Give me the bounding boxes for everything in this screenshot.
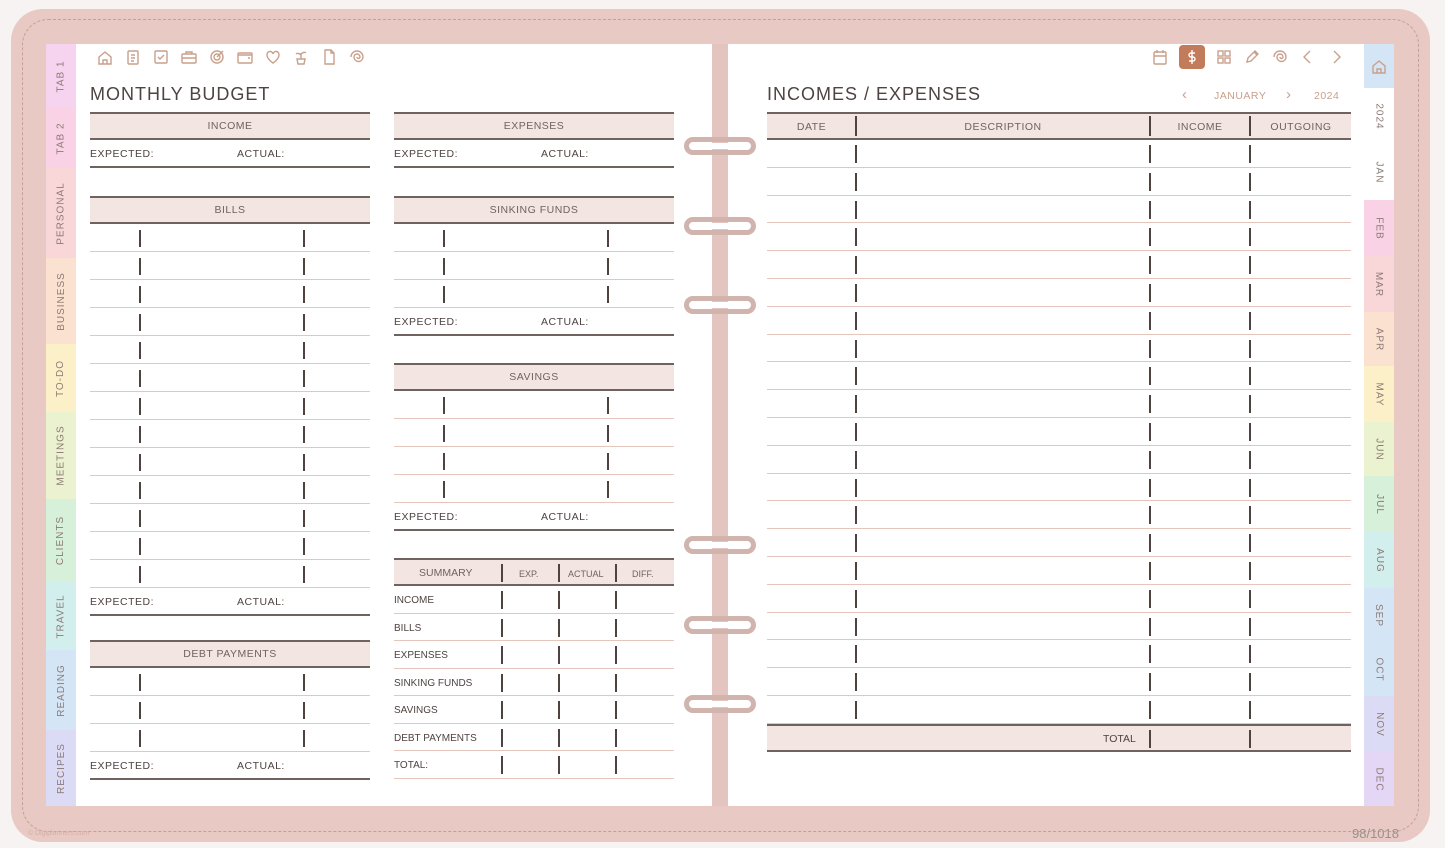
sinking-totals	[394, 308, 674, 336]
table-row[interactable]	[767, 640, 1351, 668]
bills-section	[90, 196, 370, 616]
table-row[interactable]	[767, 585, 1351, 613]
table-row[interactable]	[767, 418, 1351, 446]
tab-recipes[interactable]: RECIPES	[46, 730, 76, 806]
tab-business[interactable]: BUSINESS	[46, 258, 76, 344]
list-item[interactable]	[90, 448, 370, 476]
debt-totals	[90, 752, 370, 780]
table-row[interactable]	[767, 168, 1351, 196]
summary-row: DEBT PAYMENTS	[394, 724, 674, 752]
income-section	[90, 112, 370, 168]
binder-ring	[684, 296, 756, 314]
tab-apr[interactable]: APR	[1364, 312, 1394, 366]
col-date: DATE	[796, 121, 827, 133]
list-item[interactable]	[90, 308, 370, 336]
left-toolbar	[96, 48, 366, 66]
col-actual: ACTUAL	[568, 569, 604, 579]
right-toolbar	[1151, 48, 1345, 69]
spiral-icon[interactable]	[348, 48, 366, 66]
expected-label: EXPECTED:	[394, 148, 459, 160]
table-row[interactable]	[767, 362, 1351, 390]
list-item[interactable]	[394, 419, 674, 447]
table-row[interactable]	[767, 501, 1351, 529]
tab-dec[interactable]: DEC	[1364, 752, 1394, 806]
tab-feb[interactable]: FEB	[1364, 200, 1394, 256]
plant-icon[interactable]	[292, 48, 310, 66]
list-item[interactable]	[90, 364, 370, 392]
home-tab[interactable]	[1364, 44, 1394, 88]
tab-personal[interactable]: PERSONAL	[46, 168, 76, 258]
table-row[interactable]	[767, 307, 1351, 335]
binder-ring	[684, 616, 756, 634]
list-item[interactable]	[90, 392, 370, 420]
table-row[interactable]	[767, 140, 1351, 168]
actual-label: ACTUAL:	[541, 511, 589, 523]
bills-totals	[90, 588, 370, 616]
list-item[interactable]	[394, 391, 674, 419]
tab-travel[interactable]: TRAVEL	[46, 582, 76, 650]
page-number: 98/1018	[1352, 826, 1399, 841]
list-item[interactable]	[394, 280, 674, 308]
incomes-expenses-title: INCOMES / EXPENSES	[767, 84, 982, 104]
list-item[interactable]	[90, 280, 370, 308]
page-title: MONTHLY BUDGET	[90, 84, 271, 104]
table-row[interactable]	[767, 668, 1351, 696]
tab-may[interactable]: MAY	[1364, 366, 1394, 422]
tab-to-do[interactable]: TO-DO	[46, 344, 76, 412]
clipboard-icon[interactable]	[124, 48, 142, 66]
table-row[interactable]	[767, 335, 1351, 363]
expected-label: EXPECTED:	[90, 148, 155, 160]
summary-row: SAVINGS	[394, 696, 674, 724]
spiral-icon[interactable]	[1271, 48, 1289, 66]
expected-label: EXPECTED:	[90, 596, 155, 608]
calendar-icon[interactable]	[1151, 48, 1169, 66]
home-icon[interactable]	[96, 48, 114, 66]
checkbox-icon[interactable]	[152, 48, 170, 66]
tab-mar[interactable]: MAR	[1364, 256, 1394, 312]
table-row[interactable]	[767, 390, 1351, 418]
summary-row: SINKING FUNDS	[394, 669, 674, 697]
tab-oct[interactable]: OCT	[1364, 642, 1394, 696]
tab-aug[interactable]: AUG	[1364, 532, 1394, 588]
actual-label: ACTUAL:	[541, 316, 589, 328]
chevron-right-icon[interactable]	[1327, 48, 1345, 66]
col-exp: EXP.	[519, 569, 539, 579]
tab-jun[interactable]: JUN	[1364, 422, 1394, 476]
list-item[interactable]	[90, 560, 370, 588]
month-label: JANUARY	[1214, 90, 1267, 102]
table-row[interactable]	[767, 196, 1351, 224]
sinking-header: SINKING FUNDS	[394, 196, 674, 224]
tab-jan[interactable]: JAN	[1364, 144, 1394, 200]
tab-sep[interactable]: SEP	[1364, 588, 1394, 642]
expenses-header: EXPENSES	[394, 112, 674, 140]
list-item[interactable]	[90, 504, 370, 532]
tab-meetings[interactable]: MEETINGS	[46, 412, 76, 499]
summary-row: EXPENSES	[394, 641, 674, 669]
year-label: 2024	[1314, 90, 1340, 102]
total-label: TOTAL	[1103, 732, 1136, 745]
tab-reading[interactable]: READING	[46, 650, 76, 730]
table-row[interactable]	[767, 696, 1351, 724]
tab-2024[interactable]: 2024	[1364, 88, 1394, 144]
list-item[interactable]	[394, 224, 674, 252]
savings-totals	[394, 503, 674, 531]
widgets-icon[interactable]	[1215, 48, 1233, 66]
binder-ring	[684, 695, 756, 713]
table-row[interactable]	[767, 446, 1351, 474]
table-row[interactable]	[767, 279, 1351, 307]
summary-header	[394, 558, 674, 586]
list-item[interactable]	[394, 475, 674, 503]
savings-section	[394, 363, 674, 531]
summary-section	[394, 558, 674, 779]
copyright: © Digiplanners.com	[28, 830, 90, 837]
briefcase-icon[interactable]	[180, 48, 198, 66]
table-row[interactable]	[767, 251, 1351, 279]
tab-tab-1[interactable]: TAB 1	[46, 44, 76, 108]
table-row[interactable]	[767, 474, 1351, 502]
summary-row: BILLS	[394, 614, 674, 642]
list-item[interactable]	[394, 447, 674, 475]
left-section-tabs	[46, 44, 76, 806]
expected-label: EXPECTED:	[394, 316, 459, 328]
list-item[interactable]	[90, 252, 370, 280]
debt-payments-section	[90, 640, 370, 780]
table-row[interactable]	[767, 223, 1351, 251]
list-item[interactable]	[90, 336, 370, 364]
actual-label: ACTUAL:	[237, 596, 285, 608]
expenses-section	[394, 112, 674, 168]
col-outgoing: OUTGOING	[1270, 121, 1332, 133]
table-row[interactable]	[767, 613, 1351, 641]
col-income: INCOME	[1177, 121, 1223, 133]
money-icon[interactable]	[1179, 45, 1205, 69]
summary-row: TOTAL:	[394, 751, 674, 779]
heart-icon[interactable]	[264, 48, 282, 66]
next-month-icon[interactable]: ›	[1286, 86, 1292, 103]
actual-label: ACTUAL:	[237, 148, 285, 160]
tab-jul[interactable]: JUL	[1364, 476, 1394, 532]
home-icon	[1370, 57, 1388, 75]
table-row[interactable]	[767, 557, 1351, 585]
bills-header: BILLS	[90, 196, 370, 224]
list-item[interactable]	[90, 668, 370, 696]
binder-ring	[684, 217, 756, 235]
table-row[interactable]	[767, 529, 1351, 557]
expected-label: EXPECTED:	[90, 760, 155, 772]
table-header	[767, 112, 1351, 140]
actual-label: ACTUAL:	[237, 760, 285, 772]
list-item[interactable]	[90, 224, 370, 252]
right-month-tabs	[1364, 44, 1394, 806]
summary-title: SUMMARY	[419, 567, 473, 579]
wallet-icon[interactable]	[236, 48, 254, 66]
list-item[interactable]	[90, 532, 370, 560]
chevron-left-icon[interactable]	[1299, 48, 1317, 66]
prev-month-icon[interactable]: ‹	[1182, 86, 1188, 103]
income-header: INCOME	[90, 112, 370, 140]
tab-nov[interactable]: NOV	[1364, 696, 1394, 752]
income-totals	[90, 140, 370, 168]
col-description: DESCRIPTION	[964, 121, 1042, 133]
expenses-totals	[394, 140, 674, 168]
expected-label: EXPECTED:	[394, 511, 459, 523]
actual-label: ACTUAL:	[541, 148, 589, 160]
list-item[interactable]	[394, 252, 674, 280]
savings-header: SAVINGS	[394, 363, 674, 391]
col-diff: DIFF.	[632, 569, 654, 579]
list-item[interactable]	[90, 696, 370, 724]
document-icon[interactable]	[320, 48, 338, 66]
pencil-icon[interactable]	[1243, 48, 1261, 66]
target-icon[interactable]	[208, 48, 226, 66]
binder-ring	[684, 536, 756, 554]
binder-ring	[684, 137, 756, 155]
tab-tab-2[interactable]: TAB 2	[46, 108, 76, 168]
spine	[712, 44, 728, 806]
summary-row: INCOME	[394, 586, 674, 614]
incomes-expenses-table	[767, 112, 1351, 752]
tab-clients[interactable]: CLIENTS	[46, 499, 76, 582]
debt-header: DEBT PAYMENTS	[90, 640, 370, 668]
total-row	[767, 724, 1351, 752]
sinking-funds-section	[394, 196, 674, 336]
list-item[interactable]	[90, 420, 370, 448]
list-item[interactable]	[90, 724, 370, 752]
list-item[interactable]	[90, 476, 370, 504]
